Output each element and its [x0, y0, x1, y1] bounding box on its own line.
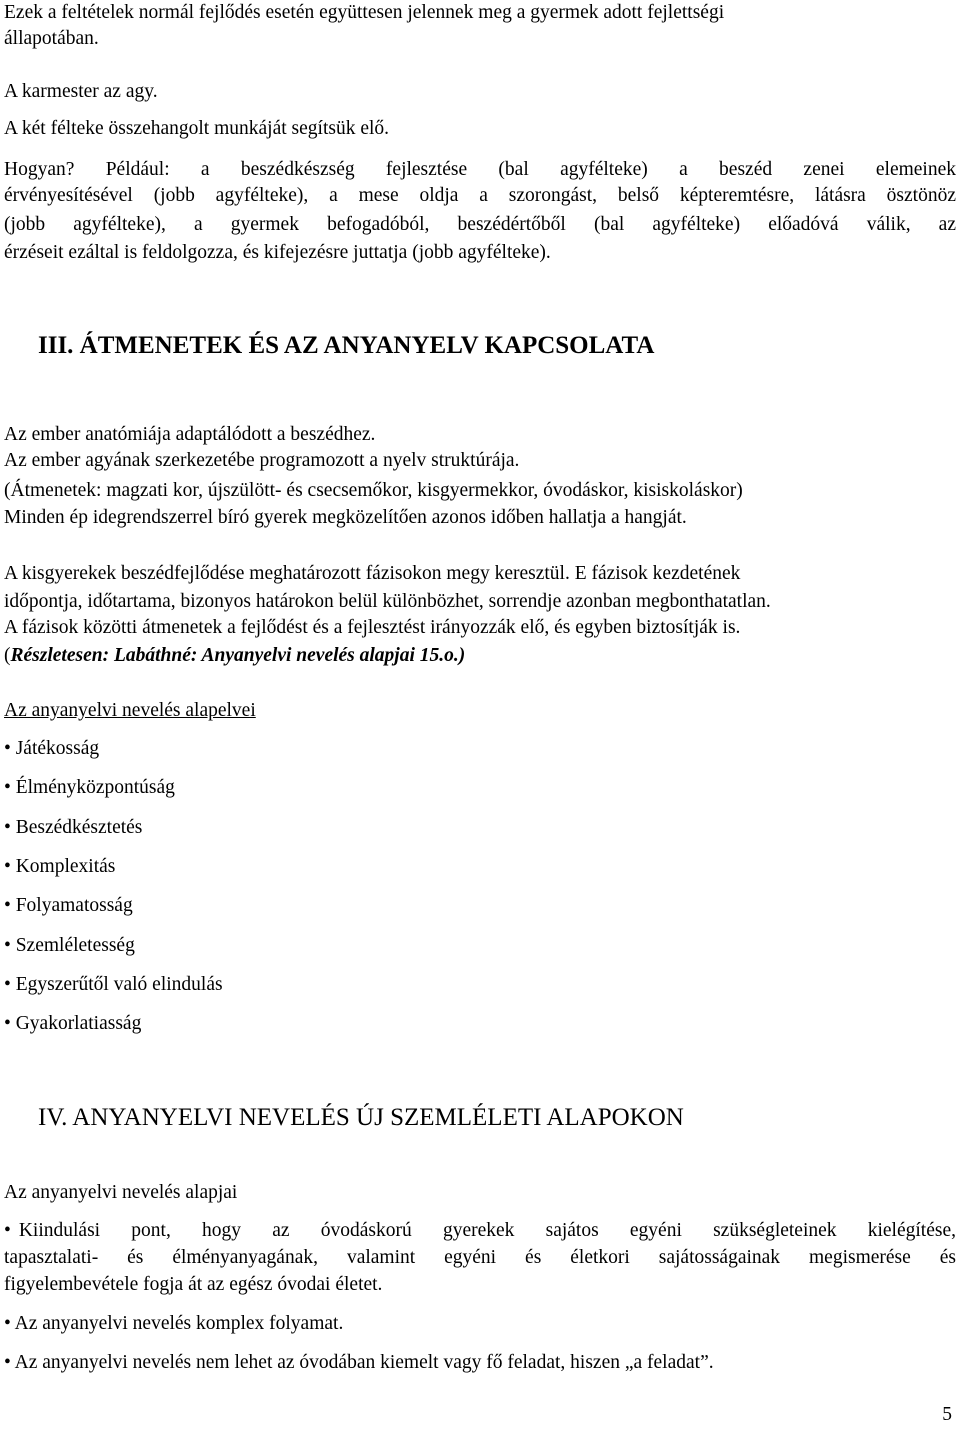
text-line: Az ember agyának szerkezetébe programozott a nyelv struktúrája.	[4, 450, 520, 471]
list-item-text: Élményközpontúság	[15, 777, 175, 799]
bullet-text: Az anyanyelvi nevelés komplex folyamat.	[14, 1313, 344, 1334]
bullet-line	[4, 1218, 956, 1244]
list-item	[4, 1011, 141, 1037]
text-line: időpontja, időtartama, bizonyos határokon belül különbözhet, sorrendje azonban megbonthatatlan.	[4, 591, 771, 612]
bullet-text: Kiindulási pont, hogy az óvodáskorú gyerekek sajátos egyéni szükségleteinek kielégítése,	[18, 1220, 956, 1241]
bullet-mark: •	[4, 895, 11, 917]
bullet-continuation: tapasztalati- és élményanyagának, valamint egyéni és életkori sajátosságainak megismerése és	[4, 1247, 956, 1268]
bullet-mark: •	[4, 855, 11, 877]
text-line: Minden ép idegrendszerrel bíró gyerek megközelítően azonos időben hallatja a hangját.	[4, 507, 687, 528]
list-item	[4, 972, 223, 998]
list-item-text: Komplexitás	[15, 855, 116, 877]
list-item-text: Szemléletesség	[15, 934, 135, 956]
intro-line: A két félteke összehangolt munkáját segítsük elő.	[4, 118, 390, 139]
reference-paren: (	[4, 645, 11, 666]
bullet-mark: •	[4, 816, 11, 838]
list-item-text: Játékosság	[15, 738, 100, 759]
bullet-mark: •	[4, 973, 11, 995]
bullet-mark: •	[4, 1352, 11, 1373]
list-item	[4, 775, 175, 801]
intro-line: állapotában.	[4, 28, 99, 49]
bullet-mark: •	[4, 1220, 11, 1241]
list-item-text: Egyszerűtől való elindulás	[15, 973, 223, 995]
reference-line	[4, 643, 465, 669]
bullet-continuation: figyelembevétele fogja át az egész óvodai életet.	[4, 1274, 383, 1295]
list-item	[4, 736, 99, 762]
intro-line: Hogyan? Például: a beszédkészség fejlesztése (bal agyfélteke) a beszéd zenei elemeinek	[4, 159, 956, 180]
bullet-line	[4, 1350, 714, 1376]
bullet-line	[4, 1311, 343, 1337]
bullet-mark: •	[4, 777, 11, 799]
list-item-text: Gyakorlatiasság	[15, 1013, 142, 1035]
section-heading: IV. ANYANYELVI NEVELÉS ÚJ SZEMLÉLETI ALAPOKON	[38, 1104, 684, 1131]
bullet-text: Az anyanyelvi nevelés nem lehet az óvodában kiemelt vagy fő feladat, hiszen „a feladat”.	[14, 1352, 714, 1373]
subtitle: Az anyanyelvi nevelés alapjai	[4, 1182, 238, 1203]
intro-line: A karmester az agy.	[4, 81, 158, 102]
bullet-mark: •	[4, 1313, 11, 1334]
list-item	[4, 854, 115, 880]
bullet-mark: •	[4, 1013, 11, 1035]
list-item	[4, 893, 133, 919]
reference-text: Részletesen: Labáthné: Anyanyelvi nevelés alapjai 15.o.)	[10, 645, 466, 666]
text-line: (Átmenetek: magzati kor, újszülött- és csecsemőkor, kisgyermekkor, óvodáskor, kisiskoláskor)	[4, 480, 743, 501]
list-item-text: Folyamatosság	[15, 895, 133, 917]
list-item-text: Beszédkésztetés	[15, 816, 143, 838]
bullet-mark: •	[4, 738, 11, 759]
intro-line: érvényesítésével (jobb agyfélteke), a mese oldja a szorongást, belső képteremtésre, látásra ösztönöz	[4, 185, 956, 206]
text-line: A fázisok közötti átmenetek a fejlődést és a fejlesztést irányozzák elő, és egyben biztosítják is.	[4, 617, 741, 638]
intro-line: (jobb agyfélteke), a gyermek befogadóból, beszédértőből (bal agyfélteke) előadóvá válik, az	[4, 214, 956, 235]
intro-line: érzéseit ezáltal is feldolgozza, és kifejezésre juttatja (jobb agyfélteke).	[4, 242, 551, 263]
section-heading: III. ÁTMENETEK ÉS AZ ANYANYELV KAPCSOLATA	[38, 332, 655, 359]
principles-title: Az anyanyelvi nevelés alapelvei	[4, 700, 256, 721]
text-line: Az ember anatómiája adaptálódott a beszédhez.	[4, 424, 376, 445]
list-item	[4, 815, 142, 841]
page-number: 5	[942, 1404, 952, 1425]
list-item	[4, 933, 135, 959]
bullet-mark: •	[4, 934, 11, 956]
intro-line: Ezek a feltételek normál fejlődés esetén együttesen jelennek meg a gyermek adott fejlettségi	[4, 2, 725, 23]
text-line: A kisgyerekek beszédfejlődése meghatározott fázisokon megy keresztül. E fázisok kezdetének	[4, 563, 741, 584]
